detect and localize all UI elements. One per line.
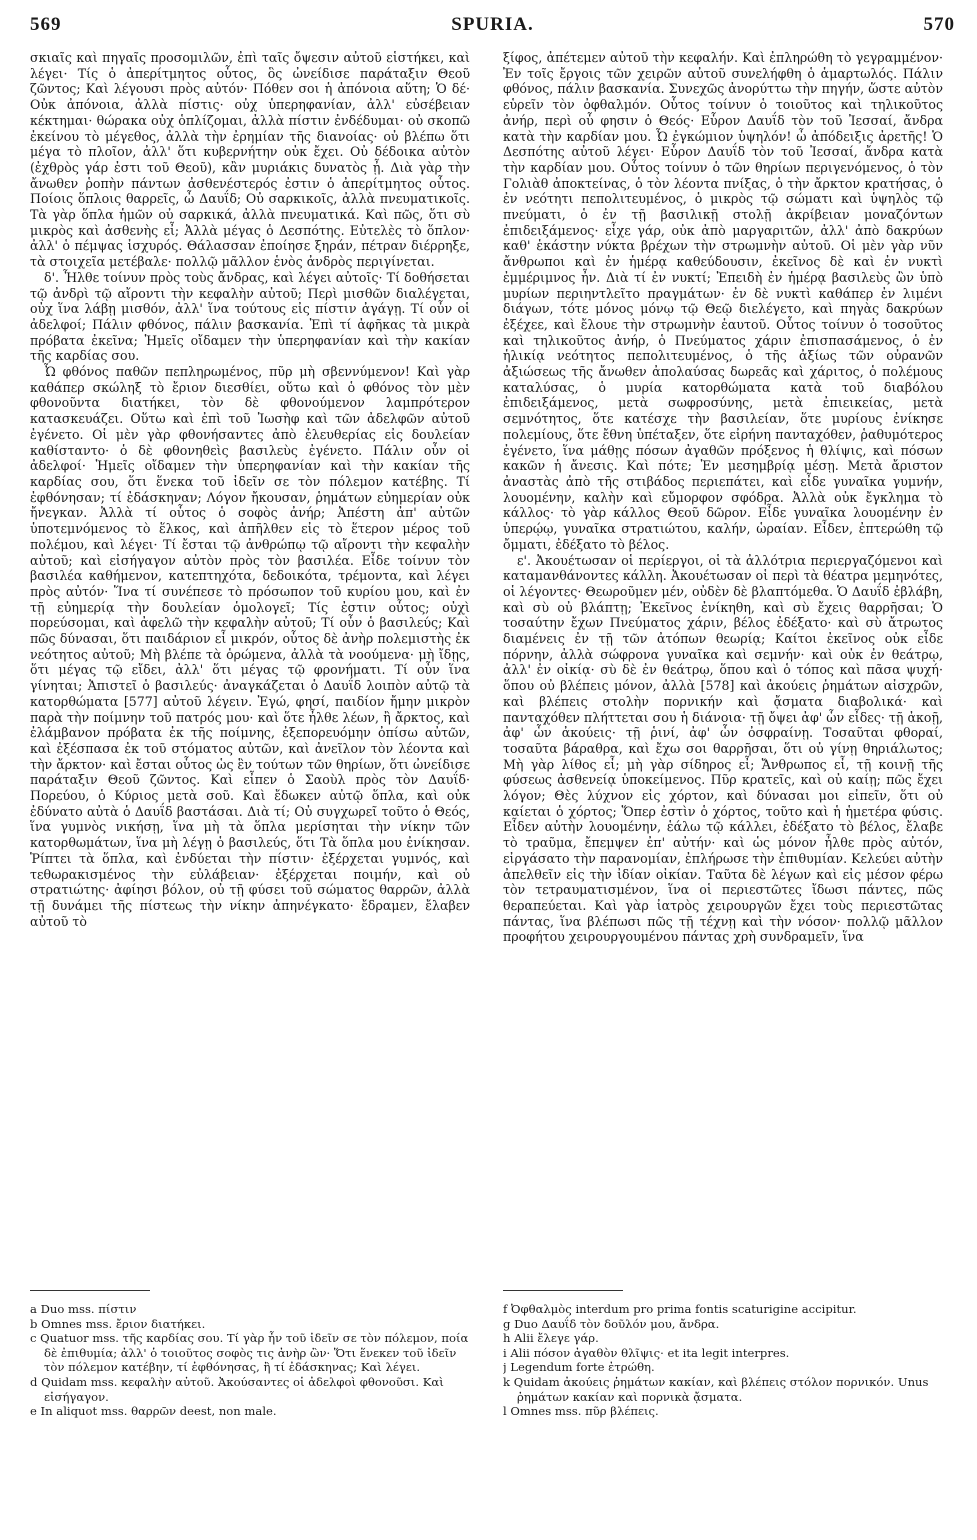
page-number-right: 570	[923, 14, 955, 35]
left-paragraph-3: Ὦ φθόνος παθῶν πεπληρωμένος, πῦρ μὴ σβεννύμενον! Καὶ γὰρ καθάπερ σκώληξ τὸ ἔριον διεσθίει, οὕτω καὶ ὁ φθόνος τὸν μὲν φθονοῦντα διατήκει, τὸν δὲ φθονούμενον λαμπρότερον κατασκευάζει. Οὕτω καὶ ἐπὶ τοῦ Ἰωσὴφ καὶ τῶν ἀδελφῶν αὐτοῦ ἐγένετο. Οἱ μὲν γὰρ φθονήσαντες ἀπὸ ἐλευθερίας εἰς δουλείαν καθίσταντο· ὁ δὲ φθονηθεὶς βασιλεὺς ἐγένετο. Πάλιν οὖν οἱ ἀδελφοί· Ἡμεῖς οἴδαμεν τὴν ὑπερηφανίαν καὶ τὴν κακίαν τῆς καρδίας σου, ὅτι ἕνεκα τοῦ ἰδεῖν σε τὸν πόλεμον κατέβης. Τί ἐφθόνησαν; τί ἐδάσκηναν; Λόγον ἤκουσαν, ῥημάτων εὐημερίαν οὐκ ἤνεγκαν. Ἀλλὰ τί οὗτος ὁ σοφὸς ἀνήρ; Ἀπέστη ἀπ' αὐτῶν ὑποτεμνόμενος τὸ ἕλκος, καὶ ἀπῆλθεν εἰς τὸ ἕτερον μέρος τοῦ πολέμου, καὶ λέγει· Τί ἔσται τῷ ἀνθρώπῳ τῷ αἴροντι τὴν κεφαλὴν αὐτοῦ; καὶ εἰσήγαγον αὐτὸν πρὸς τὸν βασιλέα. Εἶδε τοίνυν τὸν βασιλέα καθήμενον, κατεπτηχότα, δεδοικότα, τρέμοντα, καὶ λέγει πρὸς αὐτόν· Ἵνα τί συνέπεσε τὸ πρόσωπον τοῦ κυρίου μου, καὶ ἐν τῇ εὐημερίᾳ τὴν δουλείαν ὁμολογεῖ; Τίς ἐστιν οὗτος; οὐχὶ πορεύσομαι, καὶ ἀφελῶ τὴν κεφαλὴν αὐτοῦ; Τί οὖν ὁ βασιλεύς; Καὶ πῶς δύνασαι, ὅτι παιδάριον εἶ μικρόν, οὗτος δὲ ἀνὴρ πολεμιστὴς ἐκ νεότητος αὐτοῦ; Μὴ βλέπε τὰ ὁρώμενα, ἀλλὰ τὰ νοούμενα· μὴ ἴδῃς, ὅτι μέγας τῷ εἴδει, ἀλλ' ὅτι μέγας τῷ φρονήματι. Τί οὖν ἵνα γίνηται; Ἀπιστεῖ ὁ βασιλεύς· ἀναγκάζεται ὁ Δαυΐδ λοιπὸν αὐτῷ τὰ κατορθώματα [577] αὐτοῦ λέγειν. Ἐγώ, φησί, παιδίον ἤμην μικρὸν παρὰ τὴν ποίμνην τοῦ πατρός μου· καὶ ὅτε ἦλθε λέων, ἢ ἄρκτος, καὶ ἐλάμβανον πρόβατα ἐκ τῆς ποίμνης, ἐξεπορευόμην ὀπίσω αὐτῶν, καὶ ἐξέσπασα ἐκ τοῦ στόματος αὐτῶν, καὶ ἀνεῖλον τὸν λέοντα καὶ τὴν ἄρκτον· καὶ ἔσται οὗτος ὡς ἓν τούτων τῶν θηρίων, ὅτι ὠνείδισε παράταξιν Θεοῦ ζῶντος. Καὶ εἶπεν ὁ Σαοὺλ πρὸς τὸν Δαυΐδ· Πορεύου, ὁ Κύριος μετὰ σοῦ. Καὶ ἔδωκεν αὐτῷ ὅπλα, καὶ οὐκ ἐδύνατο αὐτὰ ὁ Δαυΐδ βαστάσαι. Διὰ τί; Οὐ συγχωρεῖ τοῦτο ὁ Θεός, ἵνα γυμνὸς νικήσῃ, ἵνα μὴ τὰ ὅπλα μερίσηται τὴν νίκην τῶν κατορθωμάτων, ἵνα μὴ λέγῃ ὁ βασιλεύς, ὅτι Τὰ ὅπλα μου ἐνίκησαν. Ῥίπτει τὰ ὅπλα, καὶ ἐνδύεται τὴν πίστιν· ἐξέρχεται γυμνός, καὶ τεθωρακισμένος τὴν εὐλάβειαν· ἐξέρχεται ποιμήν, καὶ οὐ στρατιώτης· ἀφίησι βόλον, οὐ τῇ φύσει τοῦ σώματος θαρρῶν, ἀλλὰ τῇ δυνάμει τῆς πίστεως τὴν νίκην ἀπηνέγκατο· ἔδραμεν, ἔλαβεν αὐτοῦ τὸ	[30, 364, 470, 929]
footnotes-right	[503, 1302, 943, 1502]
footnote: i Alii πόσον ἀγαθὸν θλῖψις· et ita legit interpres.	[503, 1345, 790, 1360]
running-title: SPURIA.	[451, 14, 534, 35]
left-text-column	[30, 50, 470, 1210]
footnote: e In aliquot mss. θαρρῶν deest, non male.	[30, 1404, 277, 1419]
footnote: c Quatuor mss. τῆς καρδίας σου. Τί γὰρ ἦν τοῦ ἰδεῖν σε τὸν πόλεμον, ποία δὲ ἐπιθυμία; ἀλλ' ὁ τοιοῦτος σοφὸς τις ἀνὴρ ὢν· Ὅτι ἕνεκεν τοῦ ἰδεῖν τὸν πόλεμον κατέβην, τί ἐφθόνησας, ἢ τί ἐδάσκηνας; Καὶ λέγει.	[30, 1331, 469, 1375]
footnote: f Ὀφθαλμὸς interdum pro prima fontis scaturigine accipitur.	[503, 1302, 857, 1316]
page-number-left: 569	[30, 14, 62, 35]
footnotes-left	[30, 1302, 470, 1502]
footnote: k Quidam ἀκούεις ῥημάτων κακίαν, καὶ βλέπεις στόλον πορνικόν. Unus ῥημάτων κακίαν καὶ πορνικὰ ᾄσματα.	[503, 1374, 929, 1404]
left-paragraph-2: δ'. Ἦλθε τοίνυν πρὸς τοὺς ἄνδρας, καὶ λέγει αὐτοῖς· Τί δοθήσεται τῷ ἀνδρὶ τῷ αἴροντι τὴν κεφαλὴν αὐτοῦ; Περὶ μισθῶν διαλέγεται, οὐχ ἵνα λάβῃ μισθόν, ἀλλ' ἵνα τούτους εἰς πίστιν ἀγάγῃ. Τί οὖν οἱ ἀδελφοί; Πάλιν φθόνος, πάλιν βασκανία. Ἐπὶ τί ἀφῆκας τὰ μικρὰ πρόβατα ἐκεῖνα; Ἡμεῖς οἴδαμεν τὴν ὑπερηφανίαν καὶ τὴν κακίαν τῆς καρδίας σου.	[30, 269, 470, 364]
footnote: j Legendum forte ἐτρώθη.	[503, 1360, 655, 1375]
right-paragraph-1: ξίφος, ἀπέτεμεν αὐτοῦ τὴν κεφαλήν. Καὶ ἐπληρώθη τὸ γεγραμμένον· Ἐν τοῖς ἔργοις τῶν χειρῶν αὐτοῦ συνελήφθη ὁ ἁμαρτωλός. Πάλιν φθόνος, πάλιν βασκανία. Συνεχῶς ἀνορύττω τὴν πηγήν, ὥστε αὐτὸν εὑρεῖν τὸν ὀφθαλμόν. Οὗτος τοίνυν ὁ τοιοῦτος καὶ τηλικοῦτος ἀνήρ, περὶ οὗ φησιν ὁ Θεός· Εὗρον Δαυΐδ τὸν τοῦ Ἰεσσαί, ἄνδρα κατὰ τὴν καρδίαν μου. Ὦ ἐγκώμιον ὑψηλόν! ὦ ἀπόδειξις ἀρετῆς! Ὁ Δεσπότης αὐτοῦ λέγει· Εὗρον Δαυΐδ τὸν τοῦ Ἰεσσαί, ἄνδρα κατὰ τὴν καρδίαν μου. Οὗτος τοίνυν ὁ τῶν θηρίων περιγενόμενος, ὁ τὸν Γολιὰθ ἀποκτείνας, ὁ τὸν λέοντα πνίξας, ὁ τὴν ἄρκτον κρατήσας, ὁ ἐν νεότητι πεπολιτευμένος, ὁ μικρὸς τῷ σώματι καὶ ὑψηλὸς τῷ πνεύματι, ὁ ἐν τῇ βασιλικῇ στολῇ ἀκρίβειαν μοναζόντων ἐπιδειξάμενος· εἶχε γάρ, οὐκ ἀπὸ μαργαριτῶν, ἀλλ' ἀπὸ δακρύων καθ' ἑκάστην νύκτα βρέχων τὴν στρωμνὴν αὐτοῦ. Οἱ μὲν γὰρ νῦν ἄνθρωποι καὶ ἐν ἡμέρᾳ καθεύδουσιν, ἐκεῖνος δὲ καὶ ἐν νυκτὶ ἐμμέριμνος ἦν. Διὰ τί ἐν νυκτί; Ἐπειδὴ ἐν ἡμέρᾳ βασιλεὺς ὢν ὑπὸ μυρίων περιηντλεῖτο πραγμάτων· ἐν δὲ νυκτὶ καθάπερ ἐν λιμένι διάγων, τότε μόνος μόνῳ τῷ Θεῷ διελέγετο, καὶ πηγὰς δακρύων ἐξέχεε, καὶ ἔλουε τὴν στρωμνὴν ἑαυτοῦ. Οὗτος τοίνυν ὁ τοσοῦτος καὶ τηλικοῦτος ἀνήρ, ὁ Πνεύματος χάριν ἐπισπασάμενος, ὁ ἐν ἡλικίᾳ νεότητος πεπολιτευμένος, ὁ τῆς ἀξίως τῶν οὐρανῶν ἀξιώσεως τῆς ἄνωθεν ἀπολαύσας δωρεᾶς καὶ χάριτος, ὁ πολέμους καταλύσας, ὁ μυρία κατορθώματα κατὰ τοῦ διαβόλου ἐπιδειξάμενος, μετὰ σωφροσύνης, μετὰ ἐπιεικείας, μετὰ σεμνότητος, ὅτε κατέσχε τὴν βασιλείαν, ὅτε μυρίους ἐνίκησε πολεμίους, ὅτε ἔθνη ὑπέταξεν, ὅτε εἰρήνη πανταχόθεν, ῥαθυμότερος ἐγένετο, ἵνα μάθῃς πόσων ἀγαθῶν πρόξενος ἡ θλίψις, καὶ πόσων κακῶν ἡ ἄνεσις. Καὶ πότε; Ἐν μεσημβρίᾳ μέσῃ. Μετὰ ἄριστον ἀναστὰς ἀπὸ τῆς στιβάδος περιεπάτει, καὶ εἶδε γυναῖκα γυμνήν, λουομένην, καλὴν καὶ εὔμορφον σφόδρα. Ἀλλὰ οὐκ ἔγκλημα τὸ κάλλος· τὸ γὰρ κάλλος Θεοῦ δῶρον. Εἶδε γυναῖκα λουομένην ἐν ὑπερῴῳ, γυναῖκα στρατιώτου, καλήν, ὡραίαν. Εἶδεν, ἐπτερώθη τῷ ὄμματι, ἐδέξατο τὸ βέλος.	[503, 50, 943, 552]
right-text-column	[503, 50, 943, 1210]
footnote: l Omnes mss. πῦρ βλέπεις.	[503, 1404, 659, 1419]
left-paragraph-1: σκιαῖς καὶ πηγαῖς προσομιλῶν, ἐπὶ ταῖς ὄψεσιν αὐτοῦ εἱστήκει, καὶ λέγει· Τίς ὁ ἀπερίτμητος οὗτος, ὃς ὠνείδισε παράταξιν Θεοῦ ζῶντος; Καὶ λέγουσι πρὸς αὐτόν· Πόθεν σοι ἡ ἀπόνοια αὕτη; Ὁ δέ· Οὐκ ἀπόνοια, ἀλλὰ πίστις· οὐχ ὑπερηφανίαν, ἀλλ' εὐσέβειαν κέκτημαι· θώρακα οὐχ ὁπλίζομαι, ἀλλὰ πίστιν ἐνδέδυμαι· οὐ σκοπῶ ἐκείνου τὸ μέγεθος, ἀλλὰ τὴν ἐρημίαν τῆς διανοίας· οὐ βλέπω ὅτι μέγα τὸ πλοῖον, ἀλλ' ὅτι κυβερνήτην οὐκ ἔχει. Οὐ δέδοικα αὐτὸν (ἐχθρὸς γάρ ἐστι τοῦ Θεοῦ), κἂν μυριάκις δυνατὸς ᾖ. Διὰ γὰρ τὴν ἄνωθεν ῥοπὴν πάντων ἀσθενέστερός ἐστιν ὁ ἀπερίτμητος οὗτος. Ποίοις ὅπλοις θαρρεῖς, ὦ Δαυΐδ; Οὐ σαρκικοῖς, ἀλλὰ πνευματικοῖς. Τὰ γὰρ ὅπλα ἡμῶν οὐ σαρκικά, ἀλλὰ πνευματικά. Καὶ πῶς, ὅτι σὺ μικρὸς καὶ ἀσθενὴς εἶ; Ἀλλὰ μέγας ὁ Δεσπότης. Εὐτελὲς τὸ ὅπλον· ἀλλ' ὁ πέμψας ἰσχυρός. Θάλασσαν ἐποίησε ξηράν, πέτραν διέρρηξε, τὰ στοιχεῖα μετέβαλε· πολλῷ μᾶλλον ἑνὸς ἀνδρὸς περιγίνεται.	[30, 50, 470, 270]
footnote: a Duo mss. πίστιν	[30, 1302, 137, 1316]
footnote: d Quidam mss. κεφαλὴν αὐτοῦ. Ἀκούσαντες οἱ ἀδελφοὶ φθονοῦσι. Καὶ εἰσήγαγον.	[30, 1374, 444, 1404]
footnote: g Duo Δαυΐδ τὸν δοῦλόν μου, ἄνδρα.	[503, 1316, 720, 1331]
right-paragraph-2: ε'. Ἀκουέτωσαν οἱ περίεργοι, οἱ τὰ ἀλλότρια περιεργαζόμενοι καὶ καταμανθάνοντες κάλλη. Ἀκουέτωσαν οἱ περὶ τὰ θέατρα μεμηνότες, οἱ λέγοντες· Θεωροῦμεν μέν, οὐδὲν δὲ βλαπτόμεθα. Ὁ Δαυΐδ ἐβλάβη, καὶ σὺ οὐ βλάπτῃ; Ἐκεῖνος ἐνίκηθη, καὶ σὺ ἔχεις θαρρῆσαι; Ὁ τοσαύτην ἔχων Πνεύματος χάριν, βέλος ἐδέξατο· καὶ σὺ ἄτρωτος διαμένεις ἐν τῇ τῶν ἀτόπων θεωρίᾳ; Καίτοι ἐκεῖνος οὐκ εἶδε πόρνην, ἀλλὰ σώφρονα γυναῖκα καὶ σεμνήν· καὶ οὐκ ἐν θεάτρῳ, ἀλλ' ἐν οἰκίᾳ· σὺ δὲ ἐν θεάτρῳ, ὅπου καὶ ὁ τόπος καὶ πᾶσα ψυχή· ὅπου οὐ βλέπεις μόνον, ἀλλὰ [578] καὶ ἀκούεις ῥημάτων αἰσχρῶν, καὶ βλέπεις στολὴν πορνικήν καὶ ᾄσματα διαβολικά· καὶ πανταχόθεν πλήττεται σου ἡ διάνοια· τῇ ὄψει ἀφ' ὧν εἶδες· τῇ ἀκοῇ, ἀφ' ὧν ἀκούεις· τῇ ῥινί, ἀφ' ὧν ὀσφραίνῃ. Τοσαῦται φθοραί, τοσαῦτα βάραθρα, καὶ ἔχω σοι θαρρῆσαι, ὅτι οὐ γίνῃ θηριάλωτος; Μὴ γὰρ λίθος εἶ; μὴ γὰρ σίδηρος εἶ; Ἄνθρωπος εἶ, τῇ κοινῇ τῆς φύσεως ἀσθενείᾳ ὑποκείμενος. Πῦρ κρατεῖς, καὶ οὐ καίῃ; πῶς ἔχει λόγον; Θὲς λύχνον εἰς χόρτον, καὶ δύνασαι μοι εἰπεῖν, ὅτι οὐ καίεται ὁ χόρτος; Ὅπερ ἐστὶν ὁ χόρτος, τοῦτο καὶ ἡ ἡμετέρα φύσις. Εἶδεν αὐτὴν λουομένην, ἑάλω τῷ κάλλει, ἐδέξατο τὸ βέλος, ἔλαβε τὸ τραῦμα, ἔπεμψεν ἐπ' αὐτήν· καὶ ὡς μόνον ἦλθε πρὸς αὐτόν, εἰργάσατο τὴν παρανομίαν, ἐπλήρωσε τὴν ἐπιθυμίαν. Κελεύει αὐτὴν ἀπελθεῖν εἰς τὴν ἰδίαν οἰκίαν. Ταῦτα δὲ λέγων καὶ εἰς μέσον φέρω τὸν τετραυματισμένον, ἵνα οἱ περιεστῶτες ἴδωσι πάντες, πῶς θεραπεύεται. Καὶ γὰρ ἰατρὸς χειρουργῶν ἔχει τοὺς περιεστῶτας πάντας, ἵνα βλέπωσι πῶς τῇ τέχνῃ καὶ τὴν νόσον· πολλῷ μᾶλλον προφήτου χειρουργουμένου πάντας χρὴ συνδραμεῖν, ἵνα	[503, 552, 943, 945]
footnote: h Alii ἔλεγε γάρ.	[503, 1331, 599, 1346]
page-header	[30, 14, 955, 42]
footnote: b Omnes mss. ἔριον διατήκει.	[30, 1316, 206, 1331]
footnote-divider-right	[503, 1290, 623, 1291]
footnote-divider-left	[30, 1290, 150, 1291]
